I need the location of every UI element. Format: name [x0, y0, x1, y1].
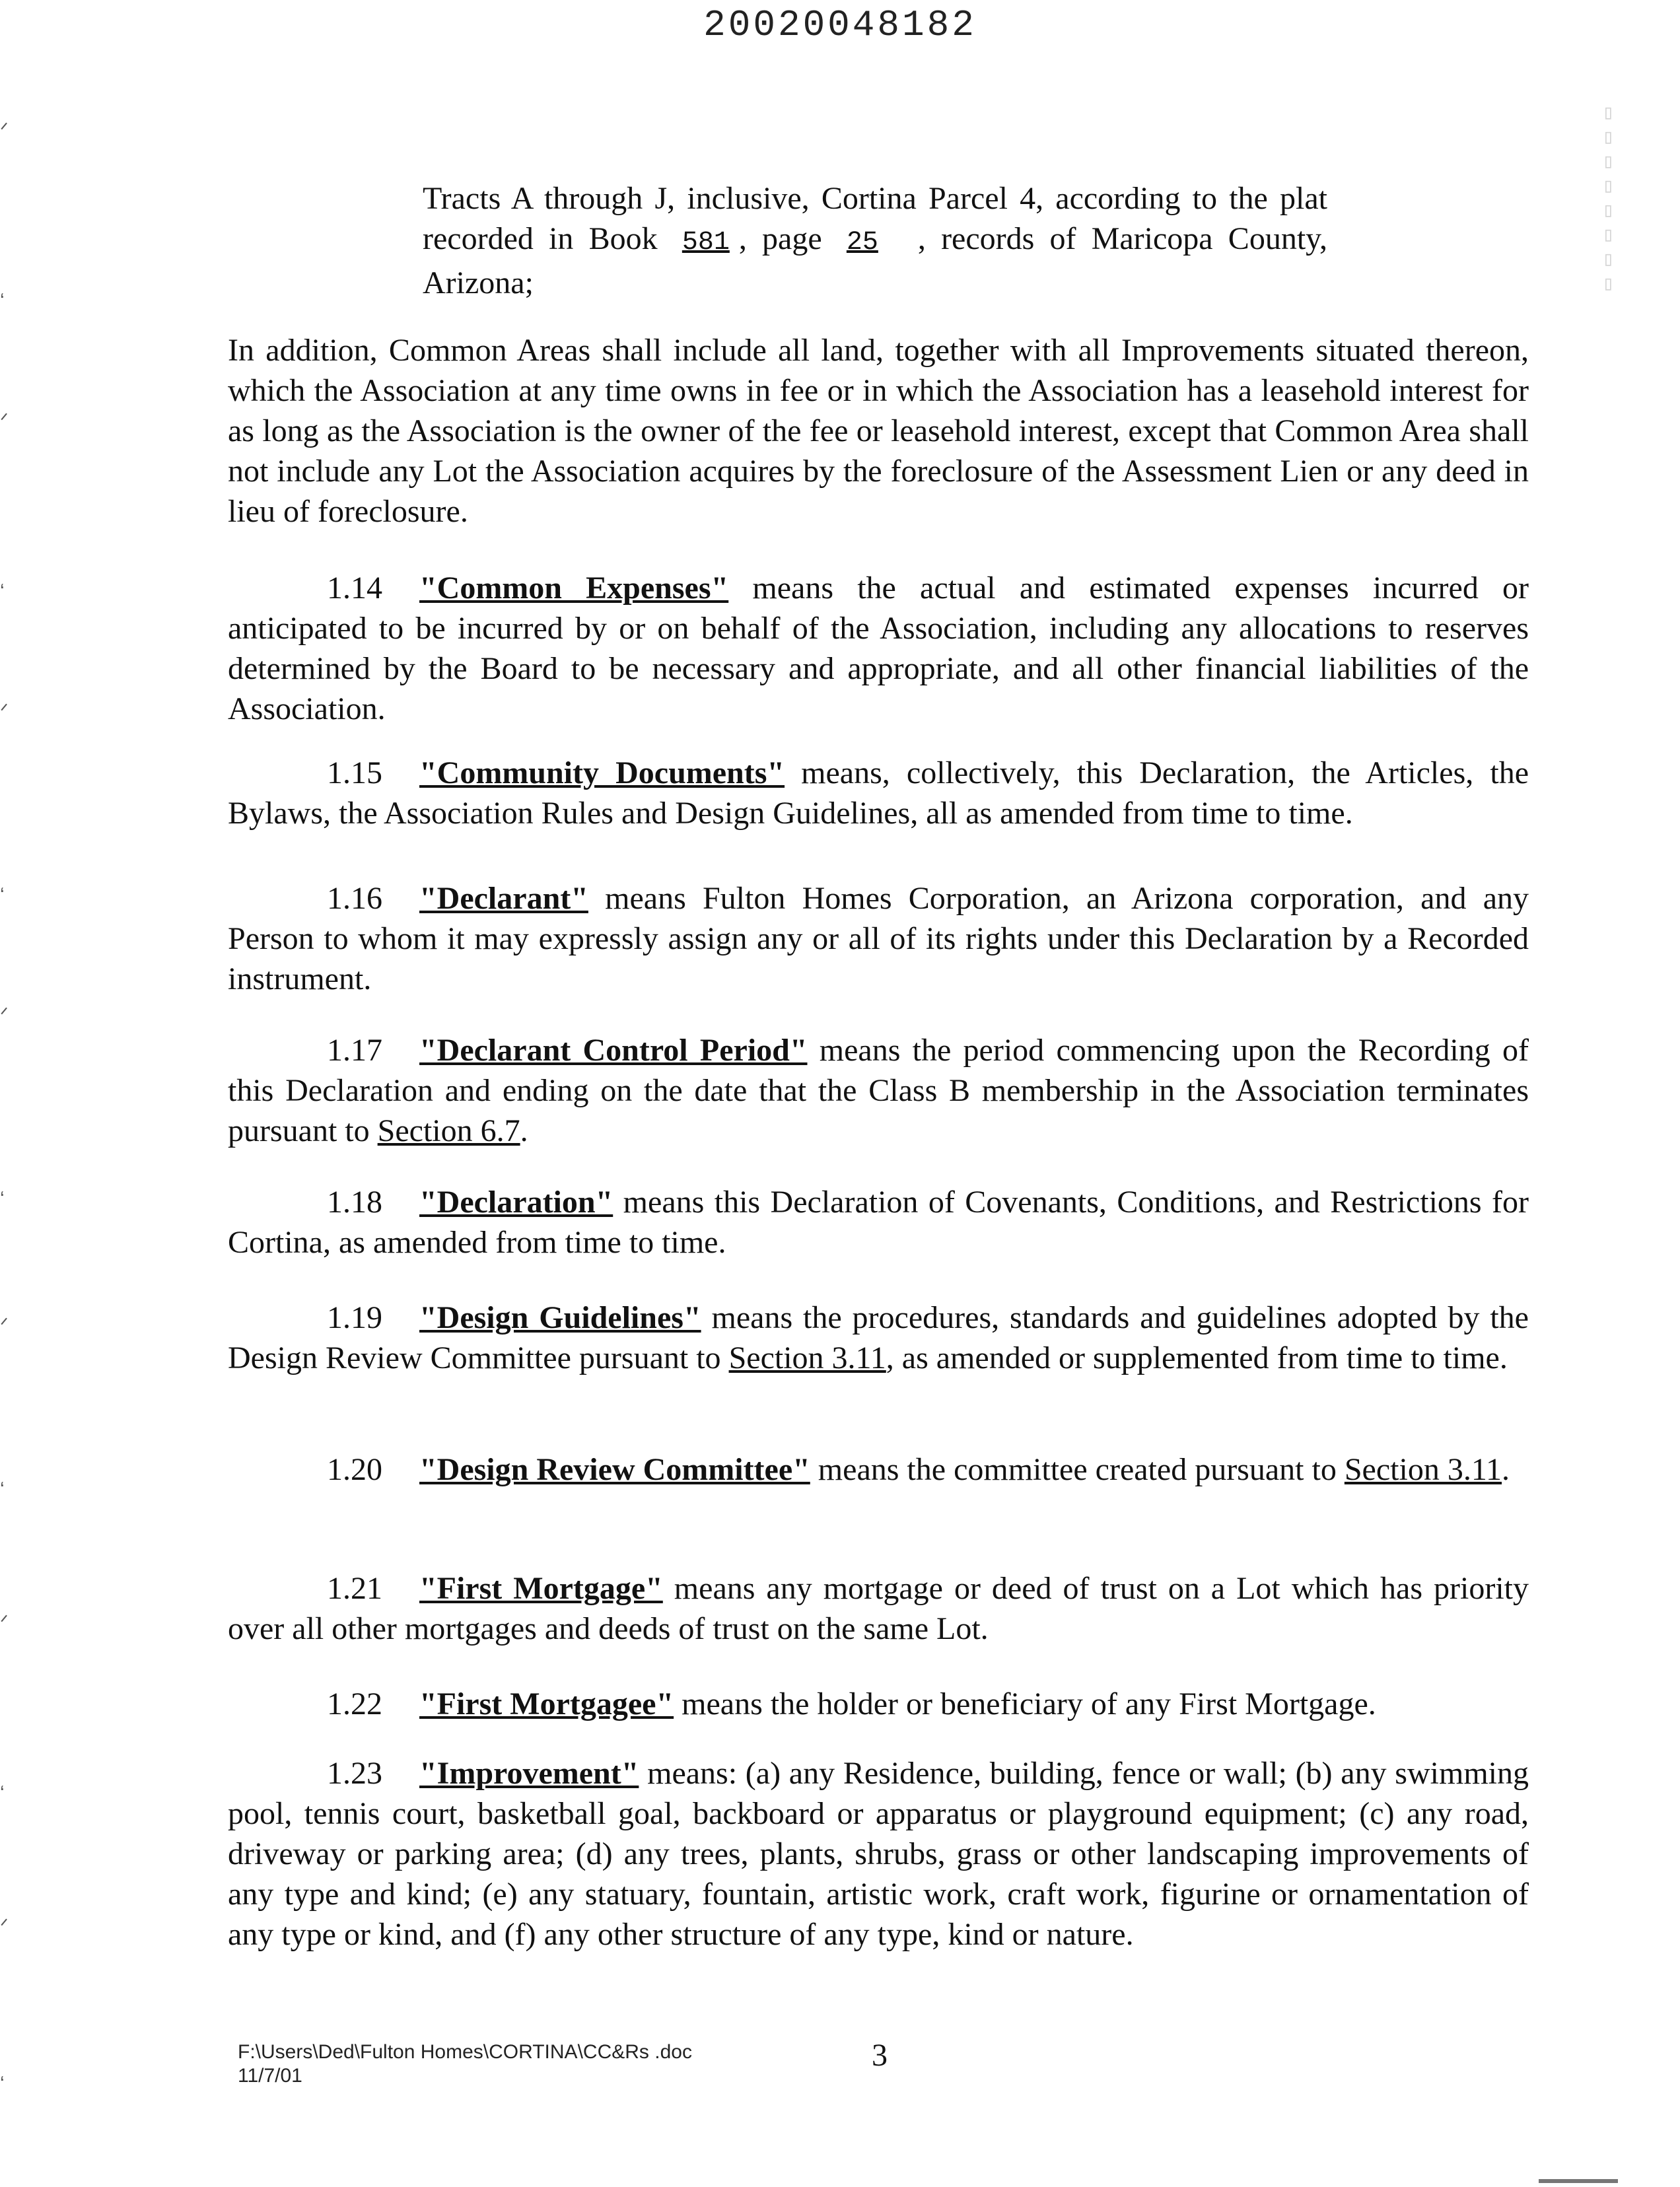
definition-tail: .: [520, 1113, 528, 1148]
definition-number: 1.17: [327, 1033, 382, 1068]
definition-term: "Design Review Committee": [419, 1452, 810, 1487]
definition-term: "Common Expenses": [419, 571, 729, 606]
definition-number: 1.19: [327, 1300, 382, 1335]
definition-1-16: [228, 878, 1529, 999]
definition-text: means: (a) any Residence, building, fence or wall; (b) any swimming pool, tennis court, basketball goal, backboard or apparatus or playground equipment; (c) any road, driveway or parking area; (d) any trees, plants, shrubs, grass or other landscaping improvements of any type and kind; (e) any statuary, fountain, artistic work, craft work, figurine or ornamentation of any type or kind, and (f) any other structure of any type, kind or nature.: [228, 1756, 1529, 1952]
section-reference: Section 6.7: [377, 1113, 520, 1148]
definition-text: means Fulton Homes Corporation, an Arizona corporation, and any Person to whom it may expressly assign any or all of its rights under this Declaration by a Recorded instrument.: [228, 881, 1529, 996]
definition-text: means the procedures, standards and guidelines adopted by the Design Review Committee pursuant to: [228, 1300, 1529, 1375]
rotated-recording-stamp-image: ▯▯▯▯▯▯▯▯: [1599, 102, 1621, 297]
definition-text: means the committee created pursuant to: [810, 1452, 1345, 1487]
page-number: 3: [872, 2038, 888, 2073]
definition-1-19: [228, 1298, 1529, 1378]
definition-term: "Declarant": [419, 881, 588, 916]
definition-number: 1.14: [327, 571, 382, 606]
lead-paragraph-tracts: [423, 178, 1327, 303]
definition-number: 1.15: [327, 755, 382, 790]
section-reference: Section 3.11: [728, 1340, 886, 1375]
definition-term: "Declarant Control Period": [419, 1033, 808, 1068]
definition-1-23: [228, 1753, 1529, 1955]
left-margin-scan-marks: ᐟ ʻ ᐟ ʻ ᐟ ʻ ᐟ ʻ ᐟ ʻ ᐟ ʻ ᐟ ʻ: [0, 120, 9, 2095]
lead-text-post: , records of Maricopa County, Arizona;: [423, 221, 1328, 300]
book-number: 581: [682, 228, 730, 258]
definition-1-21: [228, 1568, 1529, 1649]
definition-term: "Declaration": [419, 1185, 613, 1220]
footer-file-path: F:\Users\Ded\Fulton Homes\CORTINA\CC&Rs .doc: [238, 2041, 692, 2063]
definition-text: means this Declaration of Covenants, Conditions, and Restrictions for Cortina, as amended from time to time.: [228, 1185, 1529, 1260]
section-reference: Section 3.11: [1344, 1452, 1502, 1487]
definition-term: "Improvement": [419, 1756, 639, 1791]
lead-page-word: , page: [738, 221, 822, 256]
definition-number: 1.23: [327, 1756, 382, 1791]
footer-date: 11/7/01: [238, 2065, 302, 2087]
common-areas-text: In addition, Common Areas shall include all land, together with all Improvements situated thereon, which the Association at any time owns in fee or in which the Association has a leasehold interest for as long as the Association is the owner of the fee or leasehold interest, except that Common Area shall not include any Lot the Association acquires by the foreclosure of the Assessment Lien or any deed in lieu of foreclosure.: [228, 333, 1529, 529]
scan-artifact: [1539, 2179, 1618, 2183]
definition-1-14: [228, 568, 1529, 729]
definition-term: "First Mortgagee": [419, 1686, 674, 1721]
definition-term: "First Mortgage": [419, 1571, 663, 1606]
page-number-field: 25: [846, 228, 878, 258]
definition-1-15: [228, 753, 1529, 833]
definition-tail: .: [1502, 1452, 1510, 1487]
definition-term: "Design Guidelines": [419, 1300, 701, 1335]
definition-number: 1.22: [327, 1686, 382, 1721]
definition-number: 1.16: [327, 881, 382, 916]
definition-number: 1.20: [327, 1452, 382, 1487]
footer-file-info: [238, 2040, 692, 2088]
definition-text: means the holder or beneficiary of any First Mortgage.: [674, 1686, 1376, 1721]
document-number-stamp: 20020048182: [703, 4, 977, 46]
definition-1-17: [228, 1030, 1529, 1151]
definition-text: means any mortgage or deed of trust on a Lot which has priority over all other mortgages and deeds of trust on the same Lot.: [228, 1571, 1529, 1646]
definition-number: 1.21: [327, 1571, 382, 1606]
definition-number: 1.18: [327, 1185, 382, 1220]
definition-text: means the actual and estimated expenses incurred or anticipated to be incurred by or on behalf of the Association, including any allocations to reserves determined by the Board to be necessary and appropriate, and all other financial liabilities of the Association.: [228, 571, 1529, 726]
definition-1-18: [228, 1182, 1529, 1263]
definition-1-20: [228, 1449, 1529, 1490]
definition-text: means, collectively, this Declaration, the Articles, the Bylaws, the Association Rules and Design Guidelines, all as amended from time to time.: [228, 755, 1529, 831]
definition-tail: , as amended or supplemented from time to time.: [886, 1340, 1508, 1375]
lead-text-pre: Tracts A through J, inclusive, Cortina Parcel 4, according to the plat recorded in Book: [423, 181, 1327, 256]
definition-term: "Community Documents": [419, 755, 785, 790]
definition-1-22: [228, 1684, 1529, 1724]
definition-text: means the period commencing upon the Recording of this Declaration and ending on the date that the Class B membership in the Association terminates pursuant to: [228, 1033, 1529, 1148]
common-areas-addition-paragraph: [228, 330, 1529, 532]
